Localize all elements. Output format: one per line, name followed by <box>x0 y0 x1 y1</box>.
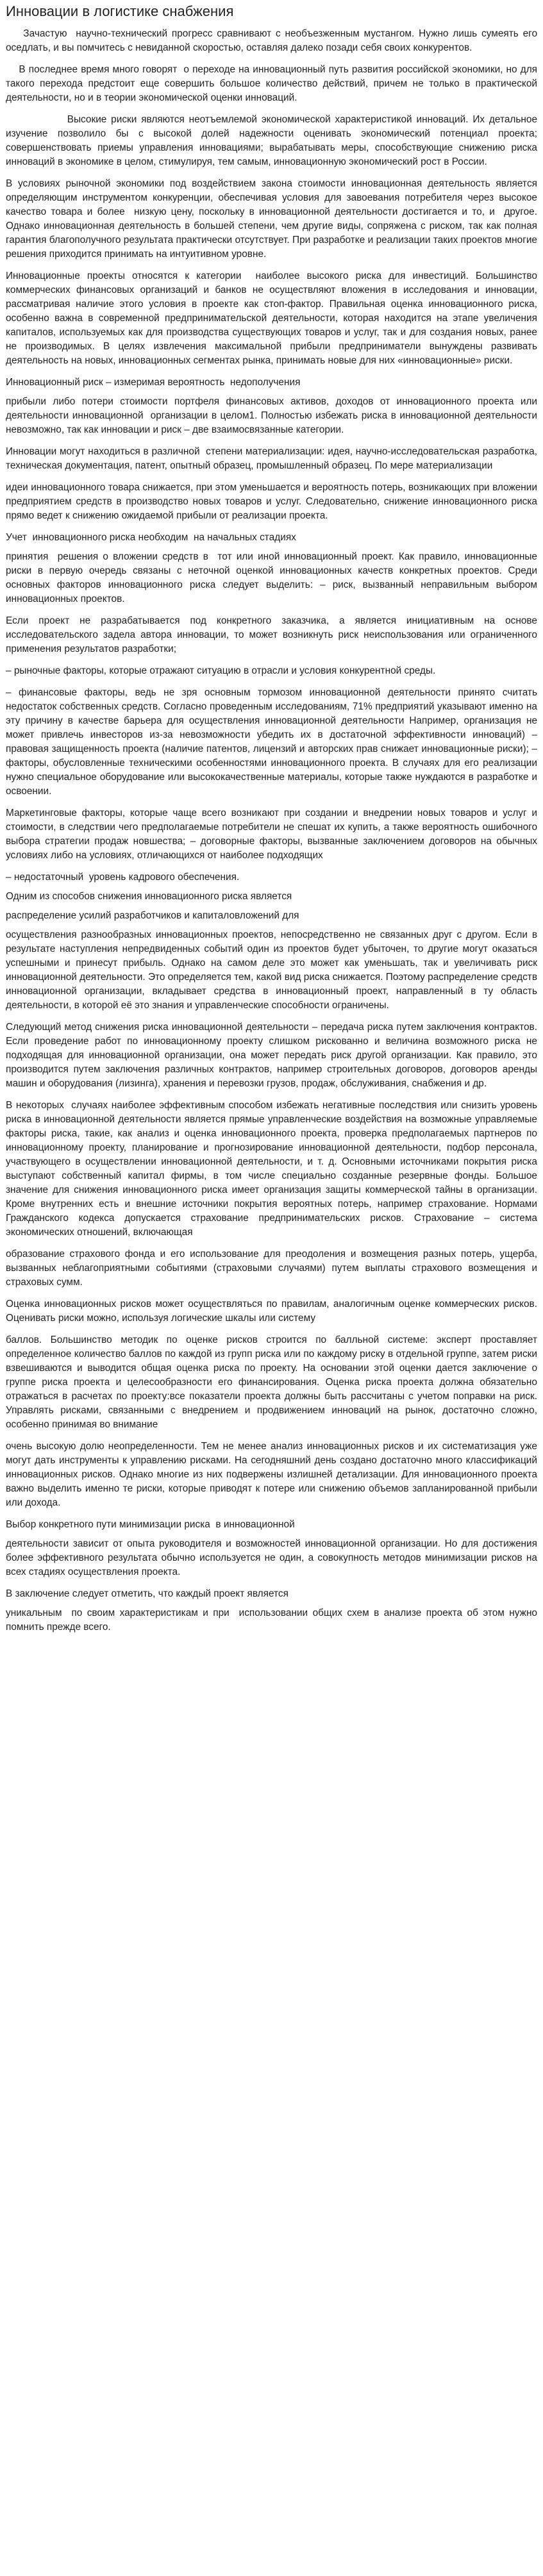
paragraph-22: образование страхового фонда и его использование для преодоления и возмещения разных потерь, ущерба, вызванных неблагоприятными событиями (страховыми случаями) путем выплаты страхового возмещения и страховых сумм. <box>6 1249 540 1288</box>
paragraph-5: Инновационные проекты относятся к категории наиболее высокого риска для инвестиций. Большинство коммерческих финансовых организаций и банков не осуществляют вложения в исследования и инновации, рассматривая наличие этого условия в проекте как стоп-фактор. Правильная оценка инновационного риска, особенно важна в современной предпринимательской деятельности, которая находится на этапе увеличения капиталов, используемых как для производства существующих товаров и услуг, так и для создания новых, ранее не производимых. В целях извлечения максимальной прибыли предприниматели вынуждены развивать деятельность на новых, инновационных сегментах рынка, принимать новые для них «инновационные» риски. <box>6 270 540 366</box>
paragraph-17: Одним из способов снижения инновационного риска является <box>6 891 292 902</box>
paragraph-28: В заключение следует отметить, что каждый проект является <box>6 1588 288 1599</box>
paragraph-16: – недостаточный уровень кадрового обеспечения. <box>6 872 240 883</box>
paragraph-11: принятия решения о вложении средств в тот или иной инновационный проект. Как правило, инновационные риски в первую очередь связаны с неточной оценкой инновационных качеств конкретных проектов. Среди основных факторов инновационного риска следует выделить: – риск, вызванный неправильным выбором инновационных проектов. <box>6 551 540 604</box>
paragraph-26: Выбор конкретного пути минимизации риска в инновационной <box>6 1519 295 1530</box>
paragraph-23: Оценка инновационных рисков может осуществляться по правилам, аналогичным оценке коммерческих рисков. Оценивать риски можно, используя логические шкалы или систему <box>6 1299 540 1324</box>
paragraph-1: Зачастую научно-технический прогресс сравнивают с необъезженным мустангом. Нужно лишь сумеять его оседлать, и вы помчитесь с невиданной скоростью, оставляя далеко позади себя своих конкурентов. <box>6 28 540 53</box>
paragraph-12: Если проект не разрабатывается под конкретного заказчика, а является инициативным на основе исследовательского задела автора инновации, то может возникнуть риск неиспользования или ограниченного применения результатов разработки; <box>6 615 540 654</box>
paragraph-3: Высокие риски являются неотъемлемой экономической характеристикой инноваций. Их детальное изучение позволило бы с высокой долей надежности оценивать экономический потенциал проекта; совершенствовать приемы управления инновациями; вырабатывать меры, способствующие снижению риска инноваций в экономике в целом, стимулируя, тем самым, инновационную экономический рост в России. <box>6 114 540 167</box>
paragraph-20: Следующий метод снижения риска инновационной деятельности – передача риска путем заключения контрактов. Если проведение работ по инновационному проекту слишком рискованно и величина возможного риска не подходящая для инновационной организации, она может передать риск другой организации. Как правило, это производится путем заключения различных контрактов, например строительных договоров, договоров аренды машин и оборудования (лизинга), хранения и перевозки грузов, продаж, обслуживания, снабжения и др. <box>6 1022 540 1089</box>
paragraph-15: Маркетинговые факторы, которые чаще всего возникают при создании и внедрении новых товаров и услуг и стоимости, в следствии чего предполагаемые потребители не спешат их купить, а также вероятность ошибочного выбора стратегии продаж новшества; – договорные факторы, вызванные заключением договоров на обычных условиях либо на условиях, отличающихся от наиболее подходящих <box>6 808 540 861</box>
paragraph-25: очень высокую долю неопределенности. Тем не менее анализ инновационных рисков и их систематизация уже могут дать инструменты к управлению рисками. На сегодняшний день создано достаточно много классификаций инновационных рисков. Однако многие из них подвержены излишней детализации. Для инновационного проекта важно выделить именно те риски, которые приводят к потере или снижению объемов запланированной прибыли или дохода. <box>6 1441 540 1508</box>
paragraph-10: Учет инновационного риска необходим на начальных стадиях <box>6 532 296 543</box>
paragraph-29: уникальным по своим характеристикам и при использовании общих схем в анализе проекта об этом нужно помнить прежде всего. <box>6 1608 540 1633</box>
paragraph-21: В некоторых случаях наиболее эффективным способом избежать негативные последствия или снизить уровень риска в инновационной деятельности является прямые управленческие воздействия на возможные управляемые факторы риска, такие, как анализ и оценка инновационного проекта, проверка предполагаемых партнеров по инновационному проекту, планирование и прогнозирование инновационной деятельности, подбор персонала, участвующего в осуществлении инновационной деятельности, и т. д. Основными источниками покрытия риска выступают собственный капитал фирмы, в том числе специально созданные резервные фонды. Большое значение для снижения инновационного риска имеет организация защиты коммерческой тайны в организации. Кроме внутренних есть и внешние источники покрытия вероятных потерь, например страхование. Нормами Гражданского кодекса допускается страхование предпринимательских рисков. Страхование – система экономических отношений, включающая <box>6 1100 540 1238</box>
paragraph-6: Инновационный риск – измеримая вероятность недополучения <box>6 377 301 388</box>
paragraph-2: В последнее время много говорят о переходе на инновационный путь развития российской экономики, но для такого перехода предстоит еще совершить большое количество действий, причем не только в практической деятельности, но и в теории экономической оценки инноваций. <box>6 64 543 103</box>
paragraph-9: идеи инновационного товара снижается, при этом уменьшается и вероятность потерь, возникающих при вложении предприятием средств в производство новых товаров и услуг. Следовательно, снижение инновационного риска прямо ведет к снижению ожидаемой прибыли от реализации проекта. <box>6 482 540 521</box>
article-title: Инновации в логистике снабжения <box>6 3 234 19</box>
paragraph-18: распределение усилий разработчиков и капиталовложений для <box>6 910 299 921</box>
paragraph-13: – рыночные факторы, которые отражают ситуацию в отрасли и условия конкурентной среды. <box>6 665 436 676</box>
paragraph-14: – финансовые факторы, ведь не зря основным тормозом инновационной деятельности принято считать недостаток собственных средств. Согласно проведенным исследованиям, 71% предприятий указывают именно на эту причину в качестве барьера для осуществления инновационной деятельности Например, организация не может привлечь инвесторов из-за невозможности убедить их в достаточной эффективности инноваций) – правовая защищенность проекта (наличие патентов, лицензий и авторских прав снижает инновационные риски); – факторы, обусловленные техническими особенностями инновационного проекта. В случаях для его реализации нужно специальное оборудование или высококачественные материалы, которые также нуждаются в разработке и освоении. <box>6 687 540 797</box>
paragraph-7: прибыли либо потери стоимости портфеля финансовых активов, доходов от инновационного проекта или деятельности инновационной организации в целом1. Полностью избежать риска в инновационной деятельности невозможно, так как инновации и риск – две взаимосвязанные категории. <box>6 396 540 435</box>
paragraph-24: баллов. Большинство методик по оценке рисков строится по балльной системе: эксперт проставляет определенное количество баллов по каждой из групп риска или по каждому риску в отдельной группе, затем риски взвешиваются и выводится общая оценка риска по проекту. На основании этой оценки дается заключение о группе риска проекта и целесообразности его финансирования. Оценка риска проекта должна обязательно отражаться в расчетах по проекту:все показатели проекта должны быть рассчитаны с учетом поправки на риск. Управлять рисками, связанными с внедрением и продвижением инноваций на рынок, достаточно сложно, особенно принимая во внимание <box>6 1334 540 1430</box>
paragraph-27: деятельности зависит от опыта руководителя и возможностей инновационной организации. Но для достижения более эффективного результата обычно используется не один, а совокупность методов минимизации рисков на всех стадиях осуществления проекта. <box>6 1538 540 1577</box>
paragraph-4: В условиях рыночной экономики под воздействием закона стоимости инновационная деятельность являетcя определяющим инструментом конкуренции, обеспечивая условия для завоевания потребителя через высокое качество товара и более низкую цену, поскольку в инновационной деятельности достигается и то, и другое. Однако инновационная деятельность в большей степени, чем другие виды, сопряжена с риском, так как полная гарантия благополучного результата практически отсутствует. При разработке и реализации таких проектов многие решения приходится принимать на интуитивном уровне. <box>6 178 540 260</box>
paragraph-8: Инновации могут находиться в различной степени материализации: идея, научно-исследовательская разработка, техническая документация, патент, опытный образец, промышленный образец. По мере материализации <box>6 446 540 471</box>
paragraph-19: осуществления разнообразных инновационных проектов, непосредственно не связанных друг с другом. Если в результате наступления непредвиденных событий один из проектов будет убыточен, то другие могут оказаться успешными и принесут прибыль. Однако на самом деле это может как уменьшать, так и увеличивать риск инновационной деятельности. Это определяется тем, какой вид риска снижается. Поэтому распределение средств инновационной организации, вкладывает средства в инновационный проект, направленный в ту область деятельности, в которой её это знания и управленческие способности ограничены. <box>6 929 540 1011</box>
